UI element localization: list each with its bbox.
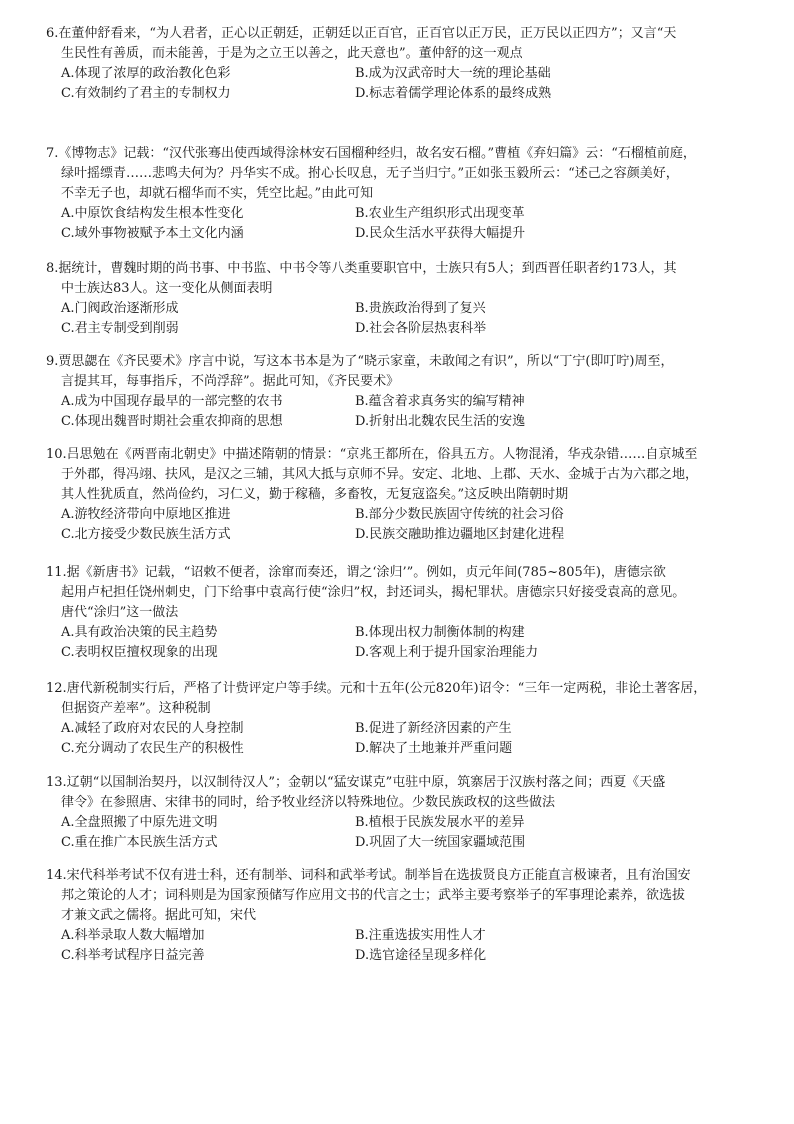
question-stem-line: 6.在董仲舒看来，“为人君者，正心以正朝廷，正朝廷以正百官，正百官以正万民，正万民以正四方”；又言“天 <box>46 26 677 41</box>
option-a: A.具有政治决策的民主趋势 <box>61 625 218 640</box>
option-a: A.减轻了政府对农民的人身控制 <box>61 721 244 736</box>
option-a: A.中原饮食结构发生根本性变化 <box>61 206 244 221</box>
option-d: D.客观上利于提升国家治理能力 <box>355 645 539 660</box>
question-12 <box>46 679 758 759</box>
option-d: D.巩固了大一统国家疆域范围 <box>355 835 526 850</box>
option-a: A.全盘照搬了中原先进文明 <box>61 815 218 830</box>
question-stem-line: 生民性有善质，而未能善，于是为之立王以善之，此天意也”。董仲舒的这一观点 <box>61 46 523 61</box>
question-stem-line: 邦之策论的人才；词科则是为国家预储写作应用文书的代言之士；武举主要考察举子的军事理论素养，欲选拔 <box>61 888 686 903</box>
question-stem-line: 11.据《新唐书》记载，“诏敕不便者，涂窜而奏还，谓之‘涂归’”。例如，贞元年间(785~805年)，唐德宗欲 <box>46 565 666 580</box>
question-13 <box>46 773 758 853</box>
question-stem-line: 言提其耳，每事指斥，不尚浮辞”。据此可知，《齐民要术》 <box>61 374 400 389</box>
question-stem-line: 唐代“涂归”这一做法 <box>61 605 179 620</box>
question-stem-line: 14.宋代科举考试不仅有进士科，还有制举、词科和武举考试。制举旨在选拔贤良方正能直言极谏者，且有治国安 <box>46 868 691 883</box>
option-c: C.域外事物被赋予本土文化内涵 <box>61 226 244 241</box>
question-11 <box>46 563 758 663</box>
option-d: D.标志着儒学理论体系的最终成熟 <box>355 86 552 101</box>
question-stem-line: 10.吕思勉在《两晋南北朝史》中描述隋朝的情景：“京兆王都所在，俗具五方。人物混淆，华戎杂错……自京城至 <box>46 447 698 462</box>
option-b: B.部分少数民族固守传统的社会习俗 <box>355 507 564 522</box>
option-a: A.游牧经济带向中原地区推进 <box>61 507 231 522</box>
option-b: B.体现出权力制衡体制的构建 <box>355 625 525 640</box>
question-stem-line: 起用卢杞担任饶州刺史，门下给事中袁高行使“涂归”权，封还词头，揭杞罪状。唐德宗只好接受袁高的意见。 <box>61 585 686 600</box>
question-stem-line: 律令》在参照唐、宋律书的同时，给予牧业经济以特殊地位。少数民族政权的这些做法 <box>61 795 556 810</box>
option-c: C.体现出魏晋时期社会重农抑商的思想 <box>61 414 283 429</box>
question-stem-line: 但据资产差率”。这种税制 <box>61 701 211 716</box>
option-a: A.体现了浓厚的政治教化色彩 <box>61 66 231 81</box>
option-c: C.重在推广本民族生活方式 <box>61 835 218 850</box>
option-d: D.折射出北魏农民生活的安逸 <box>355 414 526 429</box>
option-d: D.选官途径呈现多样化 <box>355 948 487 963</box>
question-stem-line: 13.辽朝“以国制治契丹，以汉制待汉人”；金朝以“猛安谋克”屯驻中原，筑寨居于汉族村落之间；西夏《天盛 <box>46 775 666 790</box>
option-b: B.促进了新经济因素的产生 <box>355 721 512 736</box>
option-d: D.民众生活水平获得大幅提升 <box>355 226 526 241</box>
option-b: B.蕴含着求真务实的编写精神 <box>355 394 525 409</box>
question-stem-line: 7.《博物志》记载：“汉代张骞出使西域得涂林安石国榴种经归，故名安石榴。”曹植《弃妇篇》云：“石榴植前庭， <box>46 146 696 161</box>
option-b: B.植根于民族发展水平的差异 <box>355 815 525 830</box>
option-c: C.北方接受少数民族生活方式 <box>61 527 231 542</box>
question-6 <box>46 24 758 104</box>
option-c: C.有效制约了君主的专制权力 <box>61 86 231 101</box>
question-14 <box>46 866 758 966</box>
question-stem-line: 绿叶摇缥青……悲鸣夫何为？丹华实不成。拊心长叹息，无子当归宁。”正如张玉毅所云：“述己之容颜美好， <box>61 166 679 181</box>
question-stem-line: 不幸无子也，却就石榴华而不实，凭空比起。”由此可知 <box>61 186 374 201</box>
question-stem-line: 12.唐代新税制实行后，严格了计赀评定户等手续。元和十五年(公元820年)诏令：“三年一定两税，非论土著客居， <box>46 681 707 696</box>
option-d: D.解决了土地兼并严重问题 <box>355 741 513 756</box>
question-stem-line: 才兼文武之儒将。据此可知，宋代 <box>61 908 257 923</box>
option-a: A.成为中国现存最早的一部完整的农书 <box>61 394 283 409</box>
option-b: B.成为汉武帝时大一统的理论基础 <box>355 66 551 81</box>
question-stem-line: 其人性犹质直，然尚俭约，习仁义，勤于稼穑，多畜牧，无复寇盗矣。”这反映出隋朝时期 <box>61 487 569 502</box>
option-a: A.科举录取人数大幅增加 <box>61 928 205 943</box>
question-stem-line: 9.贾思勰在《齐民要术》序言中说，写这本书本是为了“晓示家童，未敢闻之有识”，所以“丁宁(即叮咛)周至， <box>46 354 674 369</box>
question-7 <box>46 144 758 244</box>
option-d: D.社会各阶层热衷科举 <box>355 321 487 336</box>
option-d: D.民族交融助推边疆地区封建化进程 <box>355 527 565 542</box>
option-c: C.充分调动了农民生产的积极性 <box>61 741 244 756</box>
option-c: C.君主专制受到削弱 <box>61 321 179 336</box>
option-a: A.门阀政治逐渐形成 <box>61 301 179 316</box>
question-stem-line: 于外郡，得冯翊、扶风，是汉之三辅，其风大抵与京师不异。安定、北地、上郡、天水、金城于古为六郡之地， <box>61 467 699 482</box>
question-stem-line: 中士族达83人。这一变化从侧面表明 <box>61 281 273 296</box>
option-b: B.农业生产组织形式出现变革 <box>355 206 525 221</box>
option-b: B.贵族政治得到了复兴 <box>355 301 486 316</box>
question-10 <box>46 445 758 545</box>
question-9 <box>46 352 758 432</box>
option-c: C.科举考试程序日益完善 <box>61 948 205 963</box>
option-c: C.表明权臣擅权现象的出现 <box>61 645 218 660</box>
option-b: B.注重选拔实用性人才 <box>355 928 486 943</box>
question-8 <box>46 259 758 339</box>
question-stem-line: 8.据统计，曹魏时期的尚书事、中书监、中书令等八类重要职官中，士族只有5人；到西晋任职者约173人，其 <box>46 261 677 276</box>
